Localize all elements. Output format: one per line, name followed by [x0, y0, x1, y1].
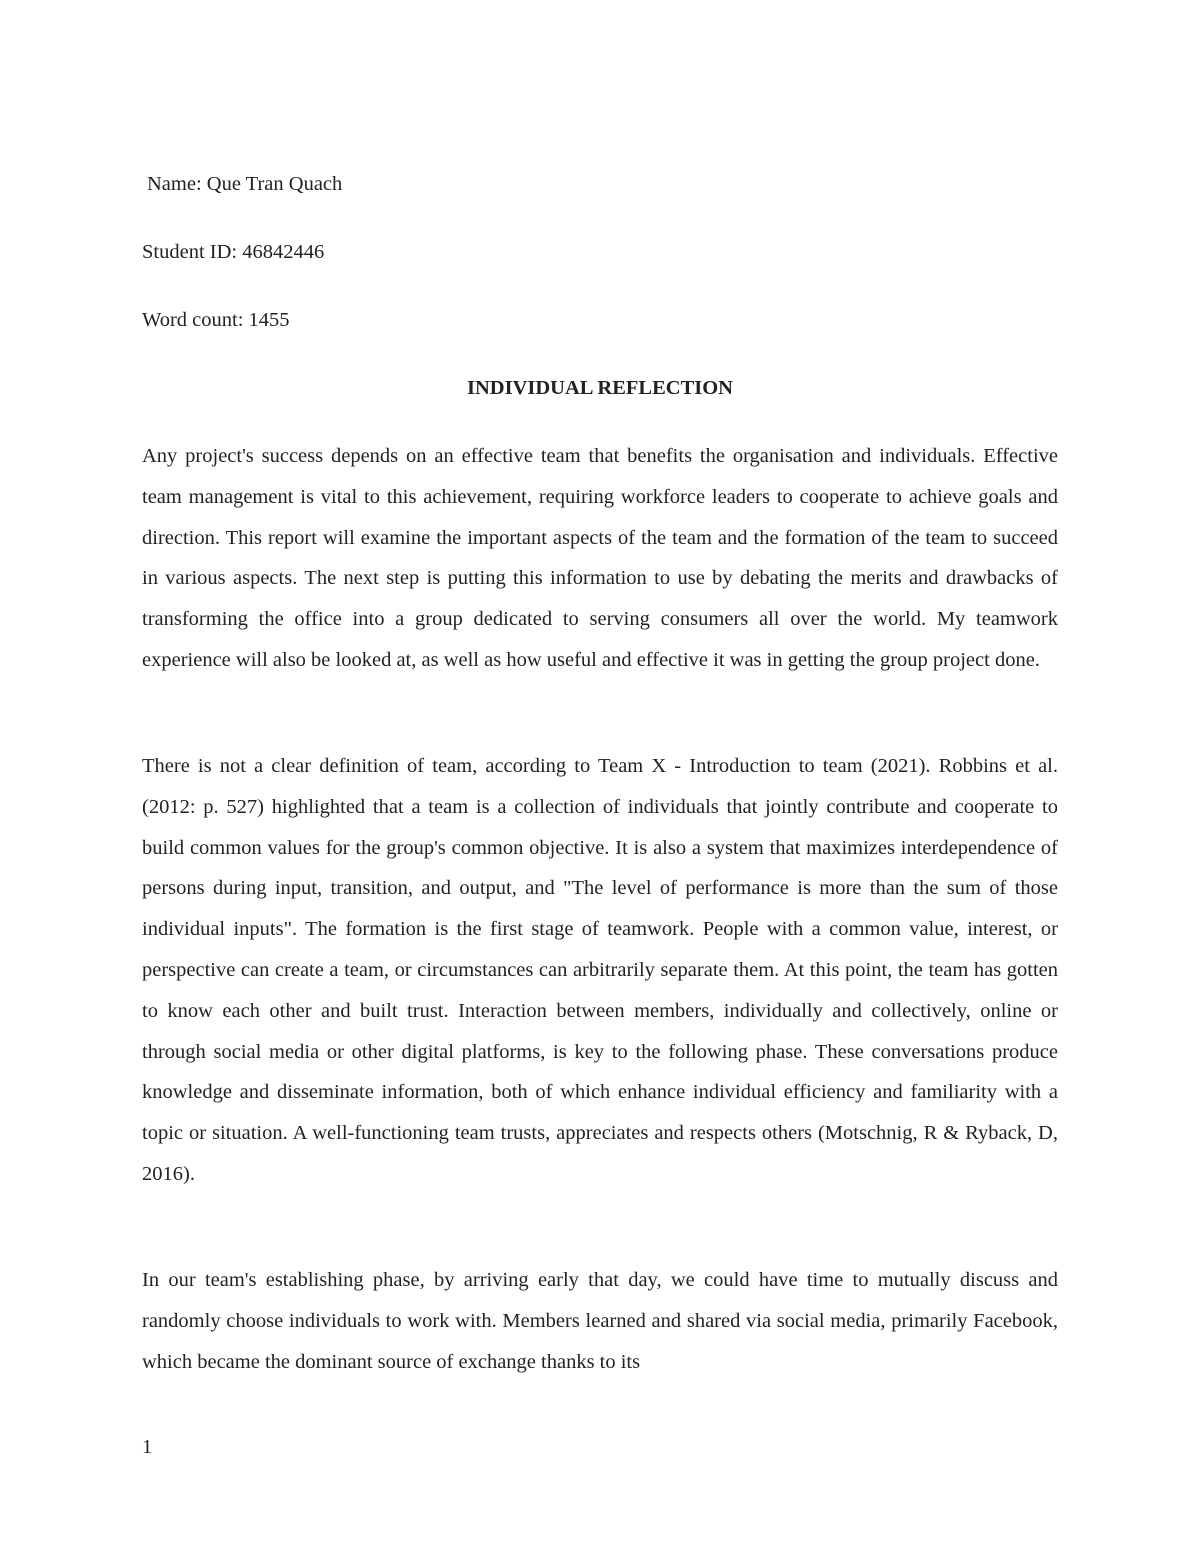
paragraph: There is not a clear definition of team, according to Team X - Introduction to team (2021). Robbins et al. (2012: p. 527) highlighted that a team is a collection of individuals that jointly contribute and cooperate to build common values for the group's common objective. It is also a system that maximizes interdependence of persons during input, transition, and output, and "The level of performance is more than the sum of those individual inputs". The formation is the first stage of teamwork. People with a common value, interest, or perspective can create a team, or circumstances can arbitrarily separate them. At this point, the team has gotten to know each other and built trust. Interaction between members, individually and collectively, online or through social media or other digital platforms, is key to the following phase. These conversations produce knowledge and disseminate information, both of which enhance individual efficiency and familiarity with a topic or situation. A well-functioning team trusts, appreciates and respects others (Motschnig, R & Ryback, D, 2016).	[142, 755, 1058, 1185]
student-name: Name: Que Tran Quach	[147, 173, 343, 195]
document-title: INDIVIDUAL REFLECTION	[467, 377, 733, 399]
paragraph: Any project's success depends on an effective team that benefits the organisation and individuals. Effective team management is vital to this achievement, requiring workforce leaders to cooperate to achieve goals and direction. This report will examine the important aspects of the team and the formation of the team to succeed in various aspects. The next step is putting this information to use by debating the merits and drawbacks of transforming the office into a group dedicated to serving consumers all over the world. My teamwork experience will also be looked at, as well as how useful and effective it was in getting the group project done.	[142, 445, 1058, 671]
page-number: 1	[142, 1436, 153, 1458]
word-count: Word count: 1455	[142, 309, 290, 331]
student-id: Student ID: 46842446	[142, 241, 325, 263]
paragraph: In our team's establishing phase, by arriving early that day, we could have time to mutually discuss and randomly choose individuals to work with. Members learned and shared via social media, primarily Facebook, which became the dominant source of exchange thanks to its	[142, 1269, 1058, 1373]
